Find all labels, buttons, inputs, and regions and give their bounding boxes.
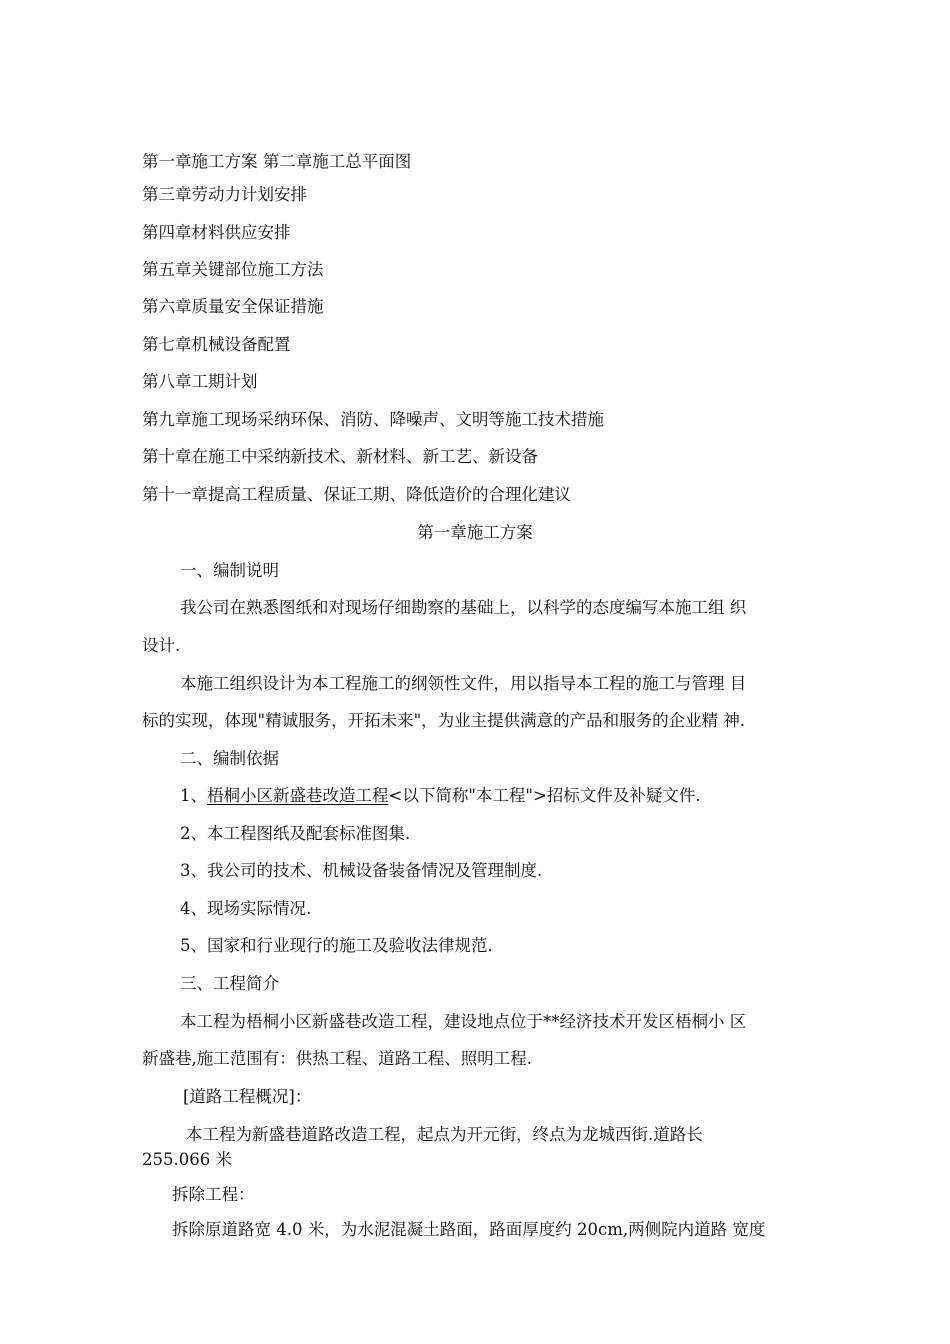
list-item: 5、国家和行业现行的施工及验收法律规范. [180, 936, 493, 955]
paragraph-line: 我公司在熟悉图纸和对现场仔细勘察的基础上，以科学的态度编写本施工组 织 [180, 598, 747, 617]
toc-line-10: 第十一章提高工程质量、保证工期、降低造价的合理化建议 [142, 485, 571, 504]
list-item [180, 785, 701, 807]
paragraph-line: 本施工组织设计为本工程施工的纲领性文件，用以指导本工程的施工与管理 目 [180, 674, 747, 693]
toc-line-2: 第三章劳动力计划安排 [142, 185, 307, 204]
chapter-title: 第一章施工方案 [417, 523, 533, 542]
section-title-1: 一、编制说明 [180, 561, 279, 580]
list-item: 3、我公司的技术、机械设备装备情况及管理制度. [180, 861, 543, 880]
section-title-3: 三、工程简介 [180, 974, 279, 993]
section-title-2: 二、编制依据 [180, 749, 279, 768]
toc-line-6: 第七章机械设备配置 [142, 335, 291, 354]
toc-line-1: 第一章施工方案 第二章施工总平面图 [142, 152, 412, 171]
paragraph-line: 标的实现，体现"精诚服务，开拓未来"，为业主提供满意的产品和服务的企业精 神. [142, 711, 746, 730]
paragraph-line: 255.066 米 [142, 1150, 232, 1169]
paragraph-line: 新盛巷,施工范围有：供热工程、道路工程、照明工程. [142, 1049, 532, 1068]
toc-line-9: 第十章在施工中采纳新技术、新材料、新工艺、新设备 [142, 447, 538, 466]
toc-line-7: 第八章工期计划 [142, 372, 258, 391]
paragraph-line: 本工程为梧桐小区新盛巷改造工程，建设地点位于**经济技术开发区梧桐小 区 [180, 1012, 747, 1031]
subsection-title-demolition: 拆除工程： [172, 1185, 255, 1204]
paragraph-line: 设计. [142, 636, 181, 655]
paragraph-line: 本工程为新盛巷道路改造工程，起点为开元街，终点为龙城西街.道路长 [186, 1125, 703, 1144]
list-item-text: <以下简称"本工程">招标文件及补疑文件. [388, 786, 701, 805]
project-name-underlined: 梧桐小区新盛巷改造工程 [207, 786, 389, 805]
toc-line-4: 第五章关键部位施工方法 [142, 260, 324, 279]
toc-line-8: 第九章施工现场采纳环保、消防、降噪声、文明等施工技术措施 [142, 410, 604, 429]
paragraph-line: 拆除原道路宽 4.0 米，为水泥混凝土路面，路面厚度约 20cm,两侧院内道路 宽度 [172, 1220, 766, 1239]
list-item: 4、现场实际情况. [180, 899, 312, 918]
subsection-title-road: [道路工程概况]： [183, 1087, 312, 1106]
list-item: 2、本工程图纸及配套标准图集. [180, 824, 411, 843]
toc-line-5: 第六章质量安全保证措施 [142, 297, 324, 316]
toc-line-3: 第四章材料供应安排 [142, 223, 291, 242]
list-item-number: 1、 [180, 786, 207, 805]
